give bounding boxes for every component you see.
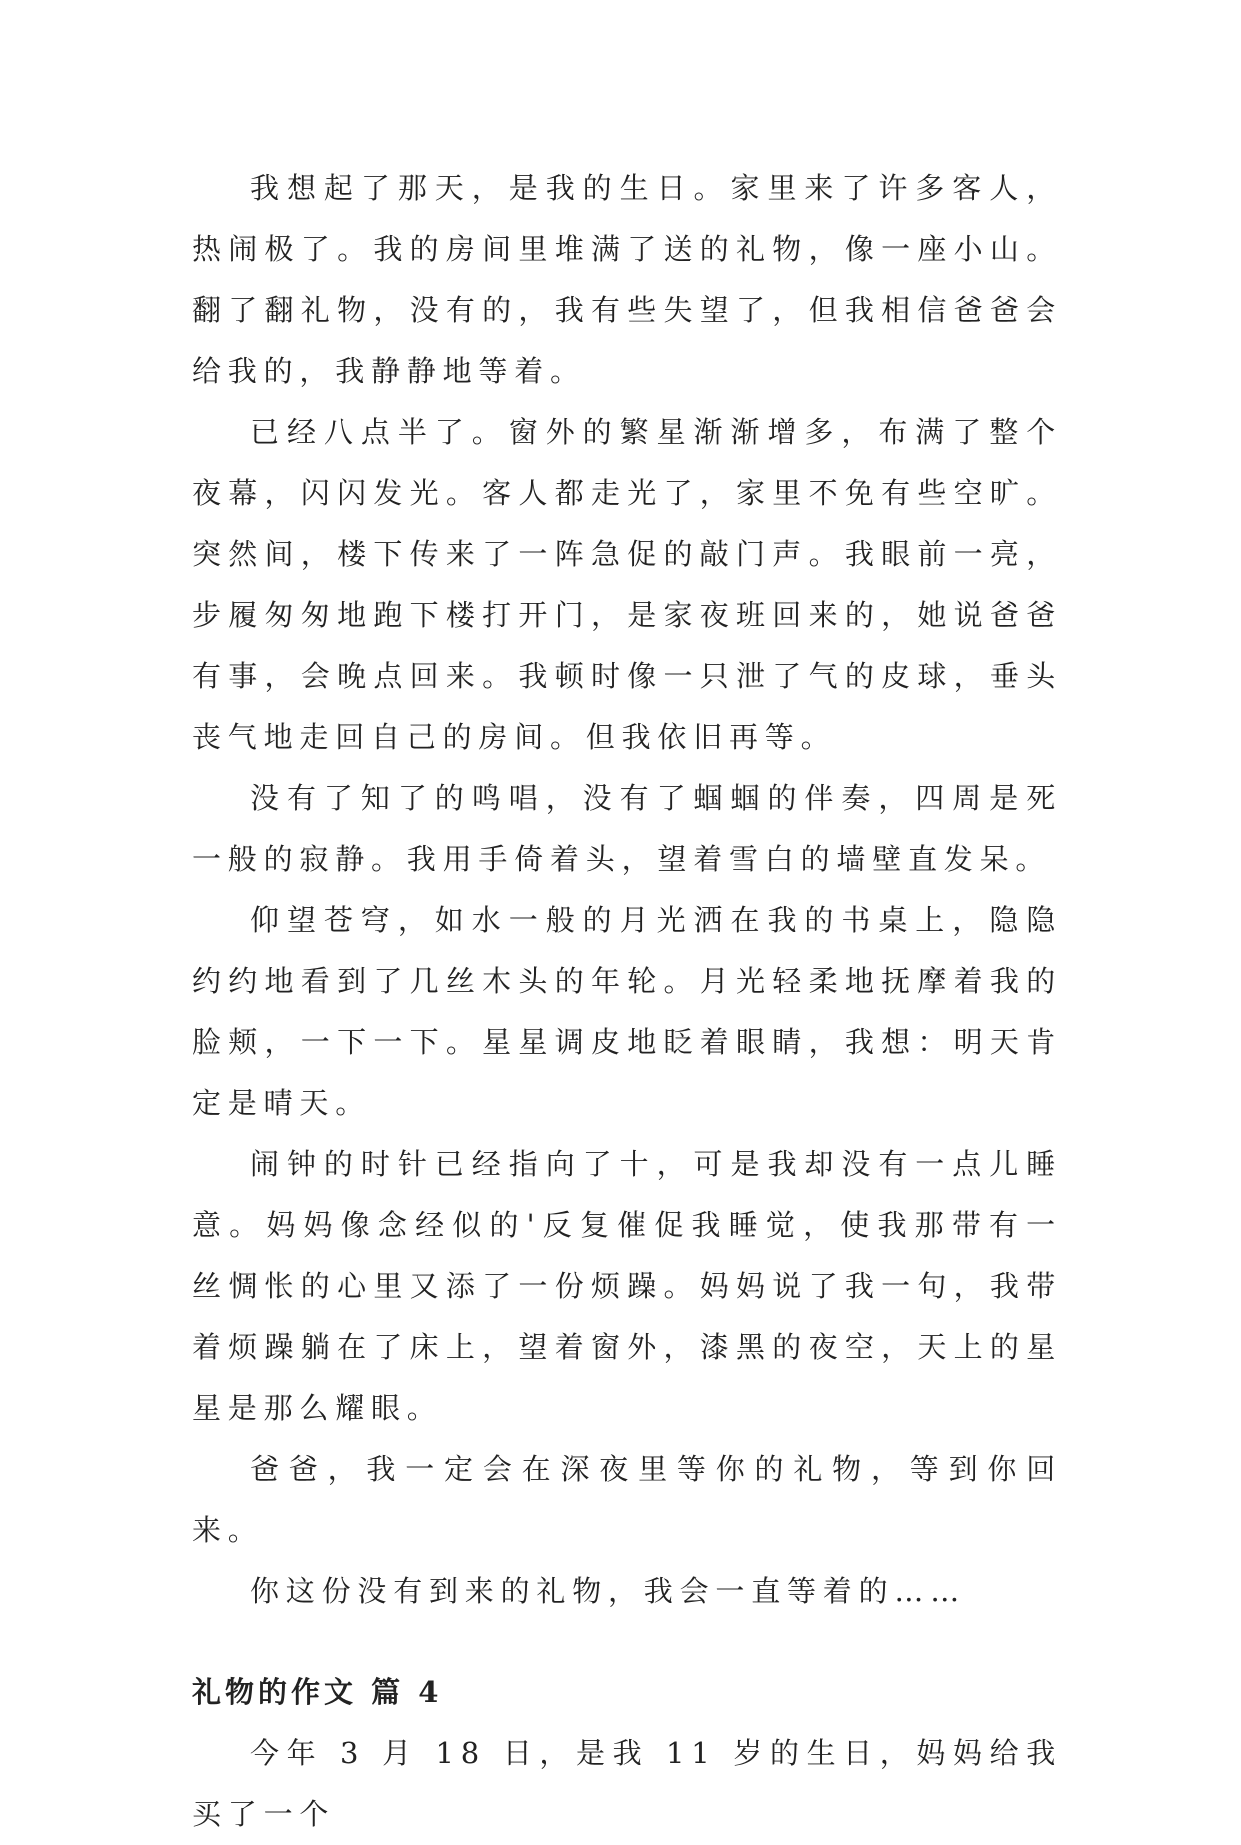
paragraph-3: 没有了知了的鸣唱，没有了蝈蝈的伴奏，四周是死一般的寂静。我用手倚着头，望着雪白的墙壁直发呆。 <box>192 781 1062 876</box>
paragraph-4: 仰望苍穹，如水一般的月光洒在我的书桌上，隐隐约约地看到了几丝木头的年轮。月光轻柔地抚摩着我的脸颊，一下一下。星星调皮地眨着眼睛，我想：明天肯定是晴天。 <box>192 903 1062 1120</box>
section-heading: 礼物的作文 篇 4 <box>192 1675 443 1709</box>
paragraph-6: 爸爸，我一定会在深夜里等你的礼物，等到你回来。 <box>192 1452 1062 1547</box>
paragraph-5: 闹钟的时针已经指向了十，可是我却没有一点儿睡意。妈妈像念经似的'反复催促我睡觉，使我那带有一丝惆怅的心里又添了一份烦躁。妈妈说了我一句，我带着烦躁躺在了床上，望着窗外，漆黑的夜空，天上的星星是那么耀眼。 <box>192 1147 1062 1425</box>
paragraph-7: 你这份没有到来的礼物，我会一直等着的…… <box>250 1574 967 1608</box>
document-page <box>192 158 1062 1845</box>
paragraph-1: 我想起了那天，是我的生日。家里来了许多客人，热闹极了。我的房间里堆满了送的礼物，像一座小山。翻了翻礼物，没有的，我有些失望了，但我相信爸爸会给我的，我静静地等着。 <box>192 171 1062 388</box>
paragraph-2: 已经八点半了。窗外的繁星渐渐增多，布满了整个夜幕，闪闪发光。客人都走光了，家里不免有些空旷。突然间，楼下传来了一阵急促的敲门声。我眼前一亮，步履匆匆地跑下楼打开门，是家夜班回来的，她说爸爸有事，会晚点回来。我顿时像一只泄了气的皮球，垂头丧气地走回自己的房间。但我依旧再等。 <box>192 415 1062 754</box>
section-paragraph-1: 今年 3 月 18 日，是我 11 岁的生日，妈妈给我买了一个 <box>192 1736 1062 1831</box>
